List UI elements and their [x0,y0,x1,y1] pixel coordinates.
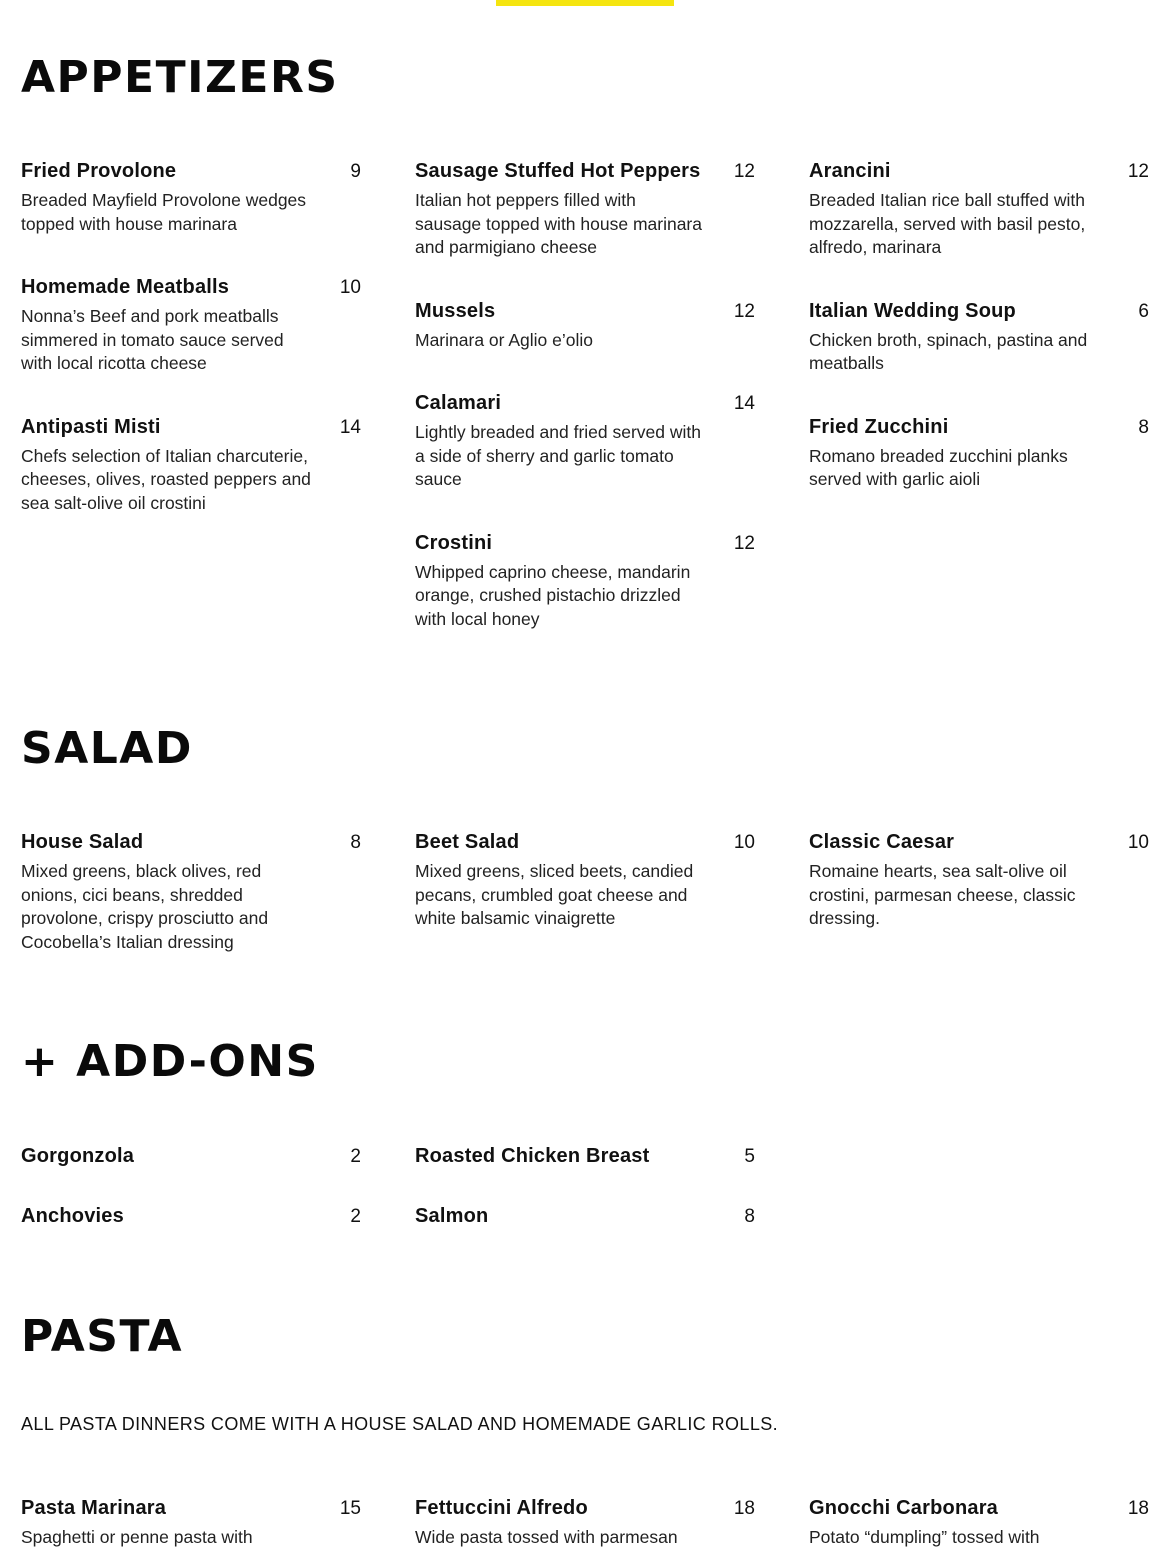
addons-title: + ADD-ONS [21,1036,319,1087]
appetizers-column-3 [809,160,1149,492]
menu-item [21,160,361,236]
item-name: Gorgonzola [21,1145,135,1167]
addons-column-1 [21,1145,361,1229]
item-name: Antipasti Misti [21,415,161,438]
pasta-title: PASTA [21,1311,184,1362]
item-price: 8 [350,832,361,853]
item-price: 10 [733,832,755,853]
salad-column-3 [809,831,1149,931]
item-description: Mixed greens, sliced beets, candied pecans, crumbled goat cheese and white balsamic vinaigrette [415,861,694,928]
item-name: Arancini [809,160,891,182]
item-name: Fried Provolone [21,160,177,182]
item-description: Spaghetti or penne pasta with [21,1527,253,1547]
item-price: 2 [350,1146,361,1167]
item-price: 18 [733,1498,755,1519]
item-description: Lightly breaded and fried served with a side of sherry and garlic tomato sauce [415,422,702,489]
item-name: Fried Zucchini [809,415,949,438]
item-name: Anchovies [21,1205,124,1227]
item-description: Nonna’s Beef and pork meatballs simmered in tomato sauce served with local ricotta cheese [21,306,284,373]
menu-item [415,300,755,353]
menu-item [809,160,1149,260]
item-price: 6 [1138,300,1149,322]
item-name: Roasted Chicken Breast [415,1145,650,1167]
item-name: Homemade Meatballs [21,276,230,298]
menu-item [415,532,755,632]
item-name: Gnocchi Carbonara [809,1497,998,1519]
salad-column-1 [21,831,361,954]
salad-column-2 [415,831,755,931]
item-name: Mussels [415,299,496,322]
accent-bar [496,0,674,6]
menu-item [809,300,1149,376]
menu-item [21,1497,361,1550]
pasta-note: ALL PASTA DINNERS COME WITH A HOUSE SALAD AND HOMEMADE GARLIC ROLLS. [21,1414,779,1434]
menu-item [21,1205,361,1229]
item-description: Chicken broth, spinach, pastina and meatballs [809,329,1088,373]
item-description: Italian hot peppers filled with sausage topped with house marinara and parmigiano cheese [415,190,702,257]
item-description: Romano breaded zucchini planks served with garlic aioli [809,445,1068,489]
menu-item [415,831,755,931]
menu-item [21,416,361,516]
item-name: Sausage Stuffed Hot Peppers [415,160,701,182]
salad-title: SALAD [21,723,193,774]
item-price: 10 [339,277,361,298]
item-description: Whipped caprino cheese, mandarin orange, crushed pistachio drizzled with local honey [415,561,691,629]
item-price: 10 [1127,832,1149,853]
appetizers-title: APPETIZERS [21,52,339,103]
item-description: Mixed greens, black olives, red onions, cici beans, shredded provolone, crispy prosciutto and Cocobella’s Italian dressing [21,861,269,952]
item-price: 12 [733,161,755,182]
item-description: Wide pasta tossed with parmesan [415,1527,678,1547]
item-price: 2 [350,1206,361,1227]
menu-item [21,276,361,376]
item-name: Pasta Marinara [21,1497,167,1519]
menu-item [21,1145,361,1169]
menu-item [415,160,755,260]
menu-item [415,392,755,492]
item-name: Fettuccini Alfredo [415,1497,588,1519]
pasta-column-3 [809,1497,1149,1550]
item-price: 14 [339,416,361,438]
item-description: Breaded Mayfield Provolone wedges topped with house marinara [21,190,307,234]
item-price: 14 [733,393,755,414]
item-price: 9 [350,161,361,182]
pasta-column-2 [415,1497,755,1550]
menu-item [809,1497,1149,1550]
item-name: Beet Salad [415,831,520,853]
appetizers-column-2 [415,160,755,631]
menu-item [809,831,1149,931]
item-name: Crostini [415,531,493,554]
item-price: 12 [1127,161,1149,182]
menu-item [809,416,1149,492]
item-price: 15 [339,1498,361,1519]
item-price: 12 [733,300,755,322]
addons-column-2 [415,1145,755,1229]
appetizers-column-1 [21,160,361,515]
item-price: 12 [733,532,755,554]
item-description: Romaine hearts, sea salt-olive oil crostini, parmesan cheese, classic dressing. [809,861,1076,928]
pasta-column-1 [21,1497,361,1550]
item-name: Salmon [415,1205,489,1227]
item-price: 8 [744,1206,755,1227]
item-name: Italian Wedding Soup [809,299,1016,322]
item-name: House Salad [21,831,144,853]
item-name: Calamari [415,392,502,414]
item-name: Classic Caesar [809,831,955,853]
item-description: Marinara or Aglio e’olio [415,329,594,350]
menu-item [415,1205,755,1229]
menu-item [21,831,361,954]
item-price: 8 [1138,416,1149,438]
item-price: 18 [1127,1498,1149,1519]
menu-item [415,1145,755,1169]
item-price: 5 [744,1146,755,1167]
item-description: Potato “dumpling” tossed with [809,1527,1040,1547]
menu-item [415,1497,755,1550]
item-description: Chefs selection of Italian charcuterie, cheeses, olives, roasted peppers and sea salt-olive oil crostini [21,445,311,513]
item-description: Breaded Italian rice ball stuffed with mozzarella, served with basil pesto, alfredo, marinara [809,190,1086,257]
